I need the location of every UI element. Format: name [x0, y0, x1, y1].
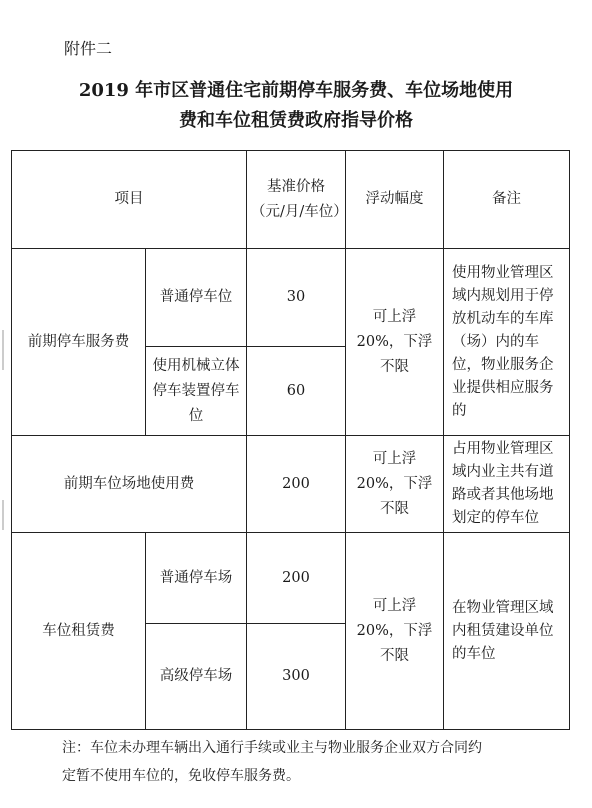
fee1-sub1: 普通停车位 [146, 249, 247, 347]
attachment-label: 附件二 [64, 39, 113, 58]
fee1-remark: 使用物业管理区域内规划用于停放机动车的车库（场）内的车位，物业服务企业提供相应服务的 [444, 249, 570, 436]
header-remark: 备注 [444, 151, 570, 249]
fee1-sub2-price: 60 [247, 347, 346, 436]
header-float: 浮动幅度 [346, 151, 444, 249]
fee2-float: 可上浮 20%，下浮不限 [346, 436, 444, 533]
header-item: 项目 [12, 151, 247, 249]
table-row [12, 249, 570, 347]
title-line-1: 2019 年市区普通住宅前期停车服务费、车位场地使用 [78, 80, 514, 101]
fee3-sub1-price: 200 [247, 533, 346, 624]
footnote [62, 734, 562, 790]
footnote-line-1: 注：车位未办理车辆出入通行手续或业主与物业服务企业双方合同约 [62, 740, 482, 756]
title-line-2: 费和车位租赁费政府指导价格 [179, 110, 413, 131]
fee3-remark: 在物业管理区域内租赁建设单位的车位 [444, 533, 570, 730]
fee3-float: 可上浮 20%，下浮不限 [346, 533, 444, 730]
table-row [12, 436, 570, 533]
scan-mark [2, 330, 4, 370]
fee3-name: 车位租赁费 [12, 533, 146, 730]
scan-mark [2, 500, 4, 530]
fee1-float: 可上浮 20%，下浮不限 [346, 249, 444, 436]
fee3-sub1: 普通停车场 [146, 533, 247, 624]
fee1-sub1-price: 30 [247, 249, 346, 347]
document-title [0, 76, 592, 136]
fee1-sub2: 使用机械立体停车装置停车位 [146, 347, 247, 436]
fee2-remark: 占用物业管理区域内业主共有道路或者其他场地划定的停车位 [444, 436, 570, 533]
fee2-price: 200 [247, 436, 346, 533]
header-row [12, 151, 570, 249]
price-table [11, 150, 570, 730]
header-price: 基准价格（元/月/车位） [247, 151, 346, 249]
fee1-name: 前期停车服务费 [12, 249, 146, 436]
fee3-sub2: 高级停车场 [146, 624, 247, 730]
fee2-name: 前期车位场地使用费 [12, 436, 247, 533]
table-row [12, 533, 570, 624]
footnote-line-2: 定暂不使用车位的，免收停车服务费。 [62, 768, 300, 784]
fee3-sub2-price: 300 [247, 624, 346, 730]
